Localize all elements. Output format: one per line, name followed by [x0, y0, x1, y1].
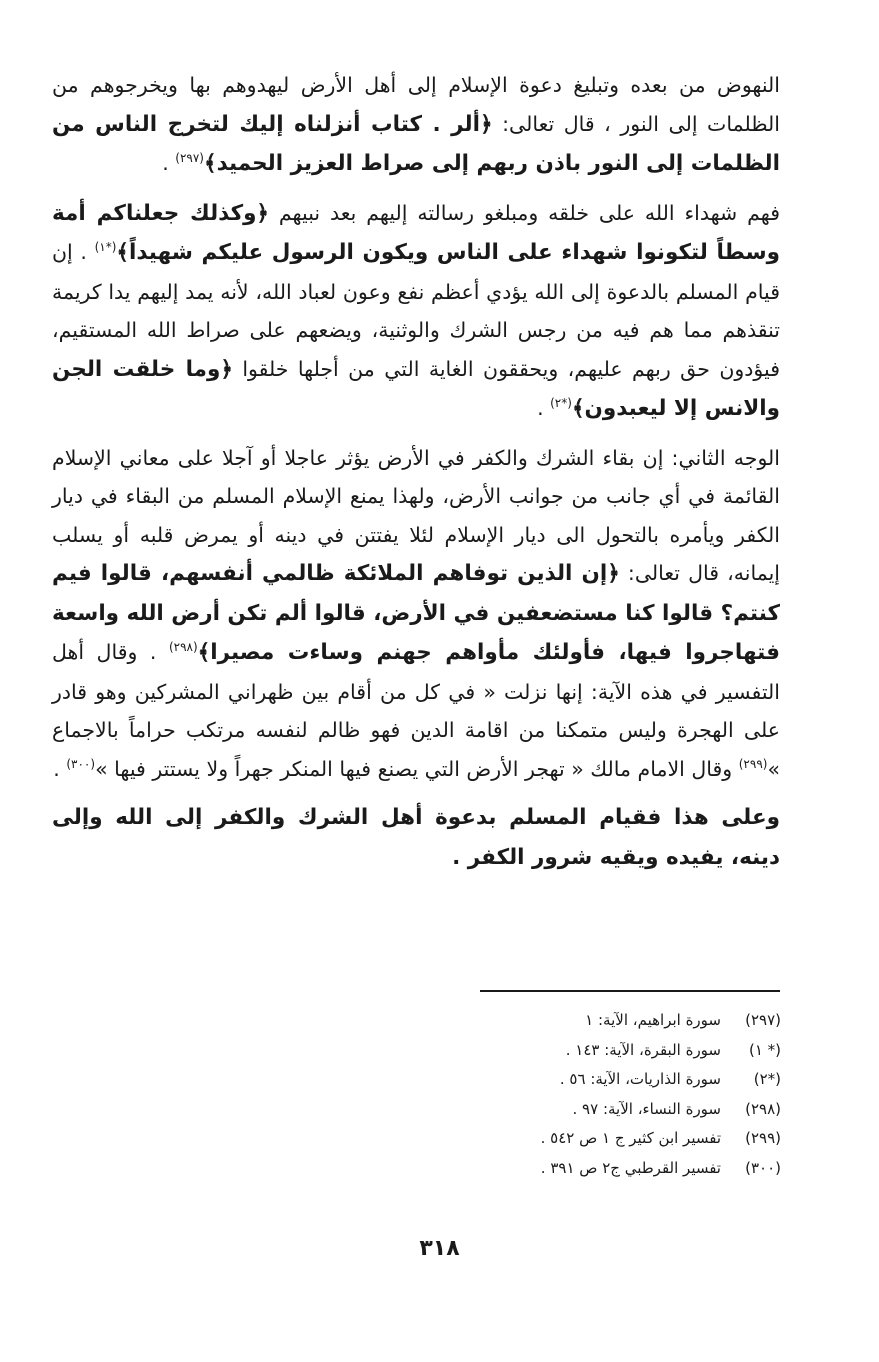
text-run: .	[53, 756, 67, 781]
footnote-number: (٢٩٧)	[745, 1011, 781, 1029]
footnote-text: سورة الذاريات، الآية: ٥٦ .	[559, 1070, 721, 1088]
page-body	[52, 66, 780, 887]
footnote-number: (* ١)	[748, 1040, 781, 1059]
text-run: . وقال أهل التفسير في هذه الآية: إنها نزلت « في كل من أقام بين ظهراني المشركين وهو قادر على الهجرة وليس متمكنا من اقامة الدين فهو ظالم لنفسه مرتكب حراماً بالاجماع »	[52, 640, 780, 781]
text-run: وقال الامام مالك « تهجر الأرض التي يصنع فيها المنكر جهراً ولا يستتر فيها »	[95, 756, 739, 781]
paragraph	[52, 798, 780, 877]
footnote-text: سورة البقرة، الآية: ١٤٣ .	[565, 1040, 721, 1059]
quran-quote: ﴿وما خلقت الجن والانس إلا ليعبدون﴾	[52, 356, 780, 421]
paragraph	[52, 66, 780, 184]
footnote-item	[381, 1065, 781, 1095]
footnote-item	[381, 1154, 781, 1184]
quran-quote: ﴿إن الذين توفاهم الملائكة ظالمي أنفسهم، قالوا فيم كنتم؟ قالوا كنا مستضعفين في الأرض، قالوا ألم تكن أرض الله واسعة فتهاجروا فيها، فأولئك مأواهم جهنم وساءت مصيرا﴾	[52, 561, 781, 665]
text-run: . إن قيام المسلم بالدعوة إلى الله يؤدي أعظم نفع وعون لعباد الله، لأنه يمد إليهم يدا كريمة تنقذهم مما هم فيه من رجس الشرك والوثنية، ويضعهم على صراط الله المستقيم، فيؤدون حق ربهم عليهم، ويحققون الغاية التي من أجلها خلقوا	[52, 240, 781, 381]
footnote-text: تفسير القرطبي ج٢ ص ٣٩١ .	[540, 1158, 721, 1177]
footnote-item	[381, 1036, 781, 1066]
footnote-number: (٣٠٠)	[745, 1158, 781, 1177]
footnote-number: (٢٩٩)	[745, 1129, 781, 1147]
footnote-number: (٢٩٨)	[745, 1099, 781, 1118]
quran-quote: ﴿ألر . كتاب أنزلناه إليك لتخرج الناس من الظلمات إلى النور باذن ربهم إلى صراط العزيز الحميد﴾	[52, 111, 780, 176]
text-run: النهوض من بعده وتبليغ دعوة الإسلام إلى أهل الأرض ليهدوهم بها ويخرجوهم من الظلمات إلى النور ، قال تعالى:	[52, 73, 780, 136]
text-run: .	[162, 151, 176, 175]
footnote-ref: (٢٩٨)	[168, 640, 198, 655]
footnote-item	[381, 1124, 781, 1154]
footnote-text: تفسير ابن كثير ج ١ ص ٥٤٢ .	[540, 1129, 721, 1147]
paragraph	[52, 439, 780, 789]
body-text	[52, 66, 780, 877]
footnote-item	[381, 1095, 781, 1125]
footnote-number: (*٢)	[753, 1070, 781, 1088]
footnote-divider	[480, 990, 780, 992]
footnote-text: سورة ابراهيم، الآية: ١	[585, 1011, 721, 1029]
footnote-ref: (٢٩٩)	[738, 756, 768, 771]
text-run: فهم شهداء الله على خلقه ومبلغو رسالته إليهم بعد نبيهم	[269, 200, 780, 225]
footnote-item	[381, 1006, 781, 1036]
quran-quote: ﴿وكذلك جعلناكم أمة وسطاً لتكونوا شهداء على الناس ويكون الرسول عليكم شهيداً﴾	[52, 200, 780, 265]
text-run: الوجه الثاني: إن بقاء الشرك والكفر في الأرض يؤثر عاجلا أو آجلا على معاني الإسلام القائمة في أي جانب من جوانب الأرض، ولهذا يمنع الإسلام المسلم من البقاء في ديار الكفر ويأمره بالتحول الى ديار الإسلام لئلا يفتتن في دينه أو يمرض قلبه أو يسلب إيمانه، قال تعالى:	[52, 445, 780, 585]
footnote-text: سورة النساء، الآية: ٩٧ .	[572, 1099, 721, 1118]
footnote-ref: (*٢)	[550, 396, 572, 411]
paragraph	[52, 194, 780, 429]
footnotes-list	[381, 1006, 781, 1183]
quran-quote: وعلى هذا فقيام المسلم بدعوة أهل الشرك والكفر إلى الله وإلى دينه، يفيده ويقيه شرور الكفر .	[52, 805, 780, 870]
page-number: ٣١٨	[419, 1236, 460, 1261]
footnote-ref: (*١)	[94, 240, 117, 255]
text-run: .	[537, 396, 551, 420]
footnote-ref: (٢٩٧)	[175, 151, 204, 166]
footnote-ref: (٣٠٠)	[66, 756, 96, 771]
